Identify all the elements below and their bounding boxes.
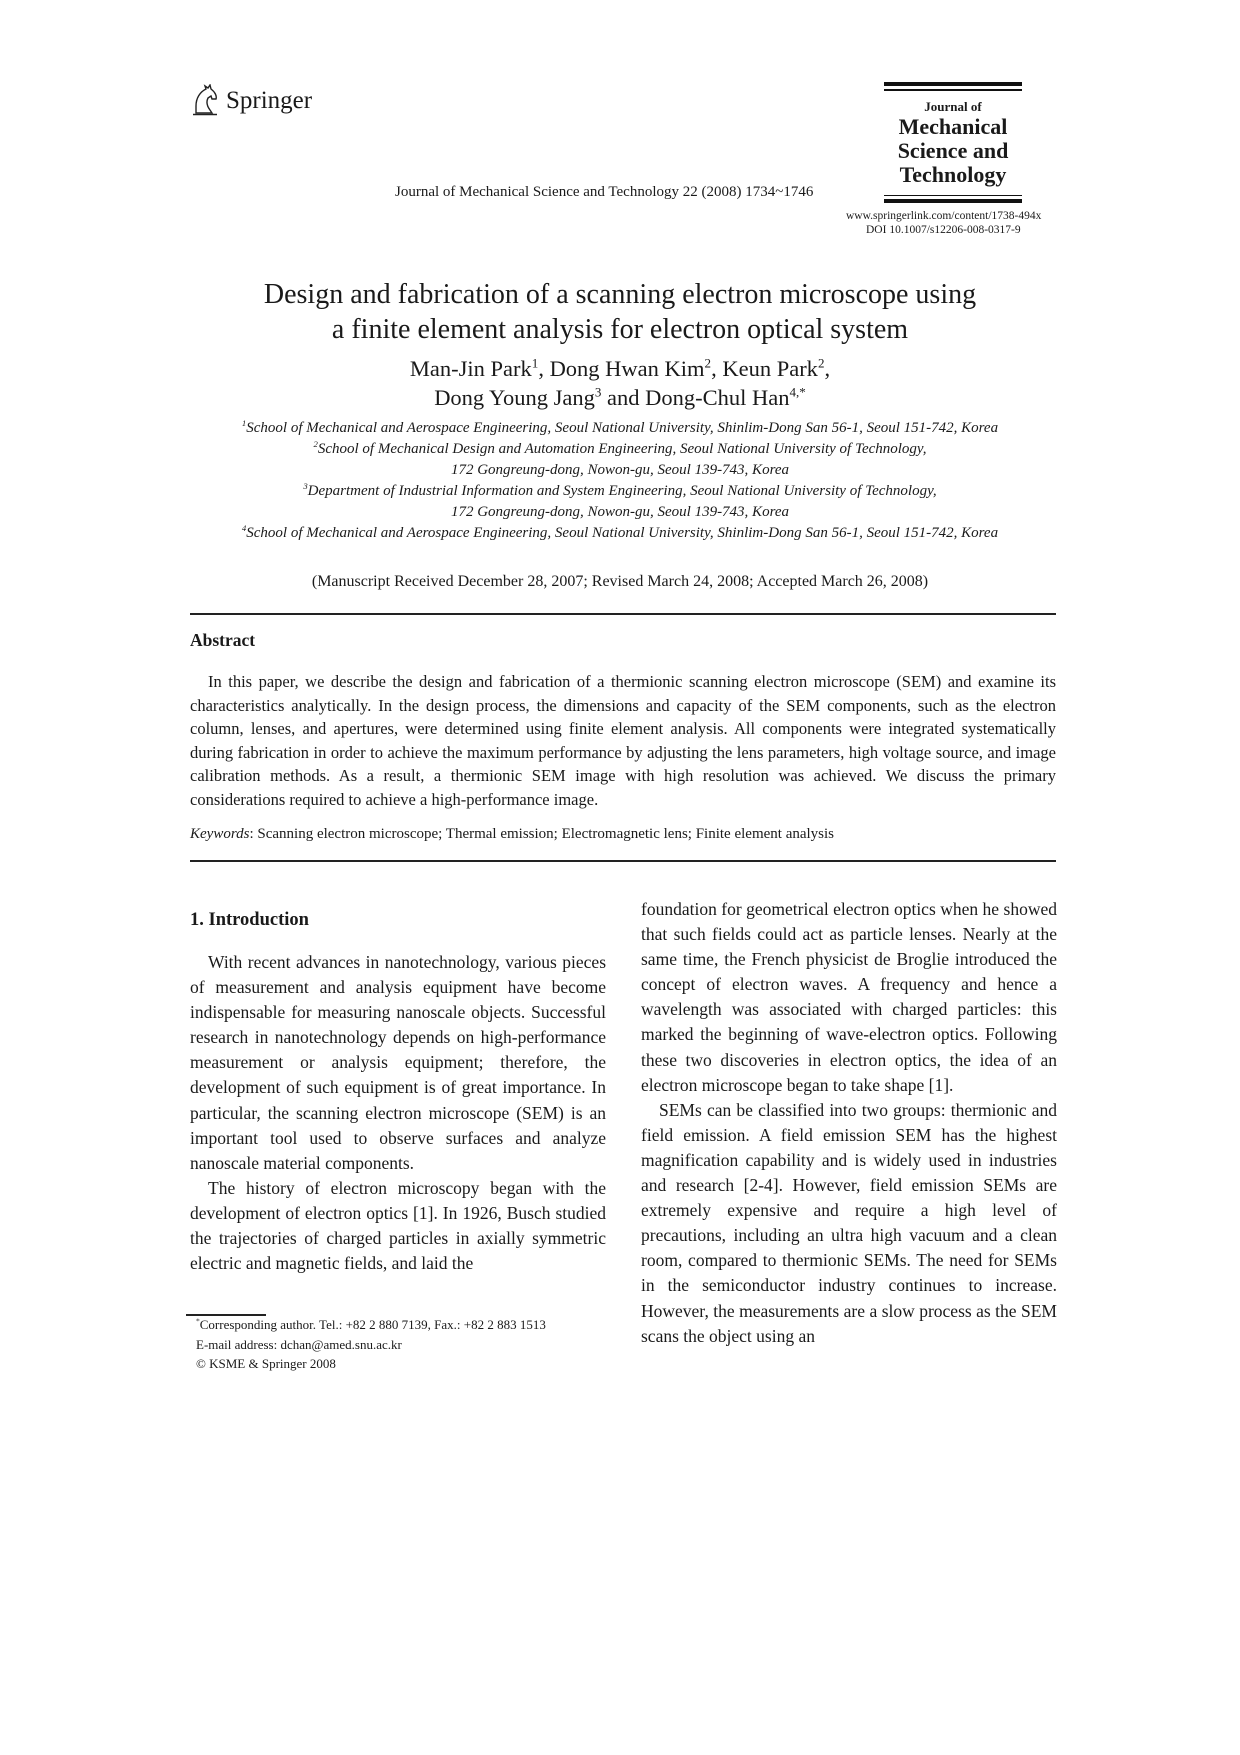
author-affil-mark: 1 xyxy=(531,355,539,371)
paragraph: foundation for geometrical electron optics when he showed that such fields could act as particle lenses. Nearly at the same time, the French physicist de Broglie introduced the concept of electron waves. A frequency and hence a wavelength was associated with charged particles: this marked the beginning of wave-electron optics. Following these two discoveries in electron optics, the idea of an electron microscope began to take shape [1]. xyxy=(641,899,1057,1095)
author-name: Dong-Chul Han xyxy=(645,385,790,410)
author-affil-mark: 2 xyxy=(817,355,825,371)
paper-title-line: a finite element analysis for electron optical system xyxy=(331,314,909,345)
author-list-line: Man-Jin Park$^1$, Dong Hwan Kim$^2$, Keun Park$^2$, xyxy=(409,355,831,381)
abstract-heading: Abstract xyxy=(190,630,256,650)
author-list-line: Dong Young Jang$^3$ and Dong-Chul Han$^{4,*}$ xyxy=(434,384,806,410)
springer-horse-icon xyxy=(190,84,220,116)
journal-name-line: Science and xyxy=(897,137,1009,163)
journal-name-line: Technology xyxy=(899,161,1007,187)
author-affil-mark: 2 xyxy=(704,355,712,371)
section-heading: 1. Introduction xyxy=(190,910,309,930)
author-affil-mark: 3 xyxy=(594,384,602,400)
author-name: Dong Hwan Kim xyxy=(549,356,705,381)
paper-title-line: Design and fabrication of a scanning electron microscope using xyxy=(263,279,977,310)
publisher-logo xyxy=(190,84,312,116)
footnote-divider xyxy=(186,1314,266,1316)
keywords-list: : Scanning electron microscope; Thermal emission; Electromagnetic lens; Finite element analysis xyxy=(249,826,835,842)
affiliation: $^1$School of Mechanical and Aerospace Engineering, Seoul National University, Shinlim-Dong San 56-1, Seoul 151-742, Korea xyxy=(241,418,999,436)
doi: DOI 10.1007/s12206-008-0317-9 xyxy=(866,224,1021,236)
keywords xyxy=(190,826,834,843)
affiliation: $^3$Department of Industrial Information and System Engineering, Seoul National University of Technology, xyxy=(303,481,937,499)
affiliation: $^2$School of Mechanical Design and Automation Engineering, Seoul National University of Technology, xyxy=(313,439,927,457)
publisher-name: Springer xyxy=(226,86,313,114)
body-column-left xyxy=(190,950,606,1276)
body-column-right xyxy=(641,897,1057,1349)
journal-name-line: Mechanical xyxy=(898,113,1008,139)
divider xyxy=(190,860,1056,862)
divider xyxy=(190,613,1056,615)
manuscript-dates: (Manuscript Received December 28, 2007; Revised March 24, 2008; Accepted March 26, 2008) xyxy=(311,573,929,590)
affiliation: $^4$School of Mechanical and Aerospace Engineering, Seoul National University, Shinlim-Dong San 56-1, Seoul 151-742, Korea xyxy=(241,523,999,541)
affiliation: 172 Gongreung-dong, Nowon-gu, Seoul 139-743, Korea xyxy=(450,462,790,478)
journal-of-label: Journal of xyxy=(924,98,982,114)
paragraph: With recent advances in nanotechnology, various pieces of measurement and analysis equipment have become indispensable for measuring nanoscale objects. Successful research in nanotechnology depends on high-performance measurement or analysis equipment; therefore, the development of such equipment is of great importance. In particular, the scanning electron microscope (SEM) is an important tool used to observe surfaces and analyze nanoscale material components. xyxy=(190,952,606,1173)
keywords-label: Keywords xyxy=(190,826,250,842)
footnote-email: E-mail address: dchan@amed.snu.ac.kr xyxy=(196,1337,402,1352)
journal-url[interactable]: www.springerlink.com/content/1738-494x xyxy=(846,210,1042,222)
author-name: Man-Jin Park xyxy=(409,356,532,381)
paragraph: The history of electron microscopy began with the development of electron optics [1]. In 1926, Busch studied the trajectories of charged particles in axially symmetric electric and magnetic fields, and laid the xyxy=(190,1177,606,1274)
abstract-text: In this paper, we describe the design and fabrication of a thermionic scanning electron microscope (SEM) and examine its characteristics analytically. In the design process, the dimensions and capacity of the SEM components, such as the electron column, lenses, and apertures, were determined using finite element analysis. All components were integrated systematically during fabrication in order to achieve the maximum performance by adjusting the lens parameters, high voltage source, and image calibration methods. As a result, a thermionic SEM image with high resolution was achieved. We discuss the primary considerations required to achieve a high-performance image. xyxy=(190,672,1056,809)
author-name: Keun Park xyxy=(722,356,818,381)
author-name: Dong Young Jang xyxy=(434,385,595,410)
author-affil-mark: 4,* xyxy=(789,384,806,400)
footnote-corresponding: *Corresponding author. Tel.: +82 2 880 7139, Fax.: +82 2 883 1513 xyxy=(196,1316,546,1332)
journal-citation: Journal of Mechanical Science and Technology 22 (2008) 1734~1746 xyxy=(395,184,814,200)
footnote-copyright: © KSME & Springer 2008 xyxy=(196,1356,336,1371)
paragraph: SEMs can be classified into two groups: thermionic and field emission. A field emission SEM has the highest magnification capability and is widely used in industries and research [2-4]. However, field emission SEMs are extremely expensive and require a high level of precautions, including an ultra high vacuum and a clean room, compared to thermionic SEMs. The need for SEMs in the semiconductor industry continues to increase. However, the measurements are a slow process as the SEM scans the object using an xyxy=(641,1099,1057,1346)
journal-logo xyxy=(884,82,1022,203)
affiliation: 172 Gongreung-dong, Nowon-gu, Seoul 139-743, Korea xyxy=(450,504,790,520)
